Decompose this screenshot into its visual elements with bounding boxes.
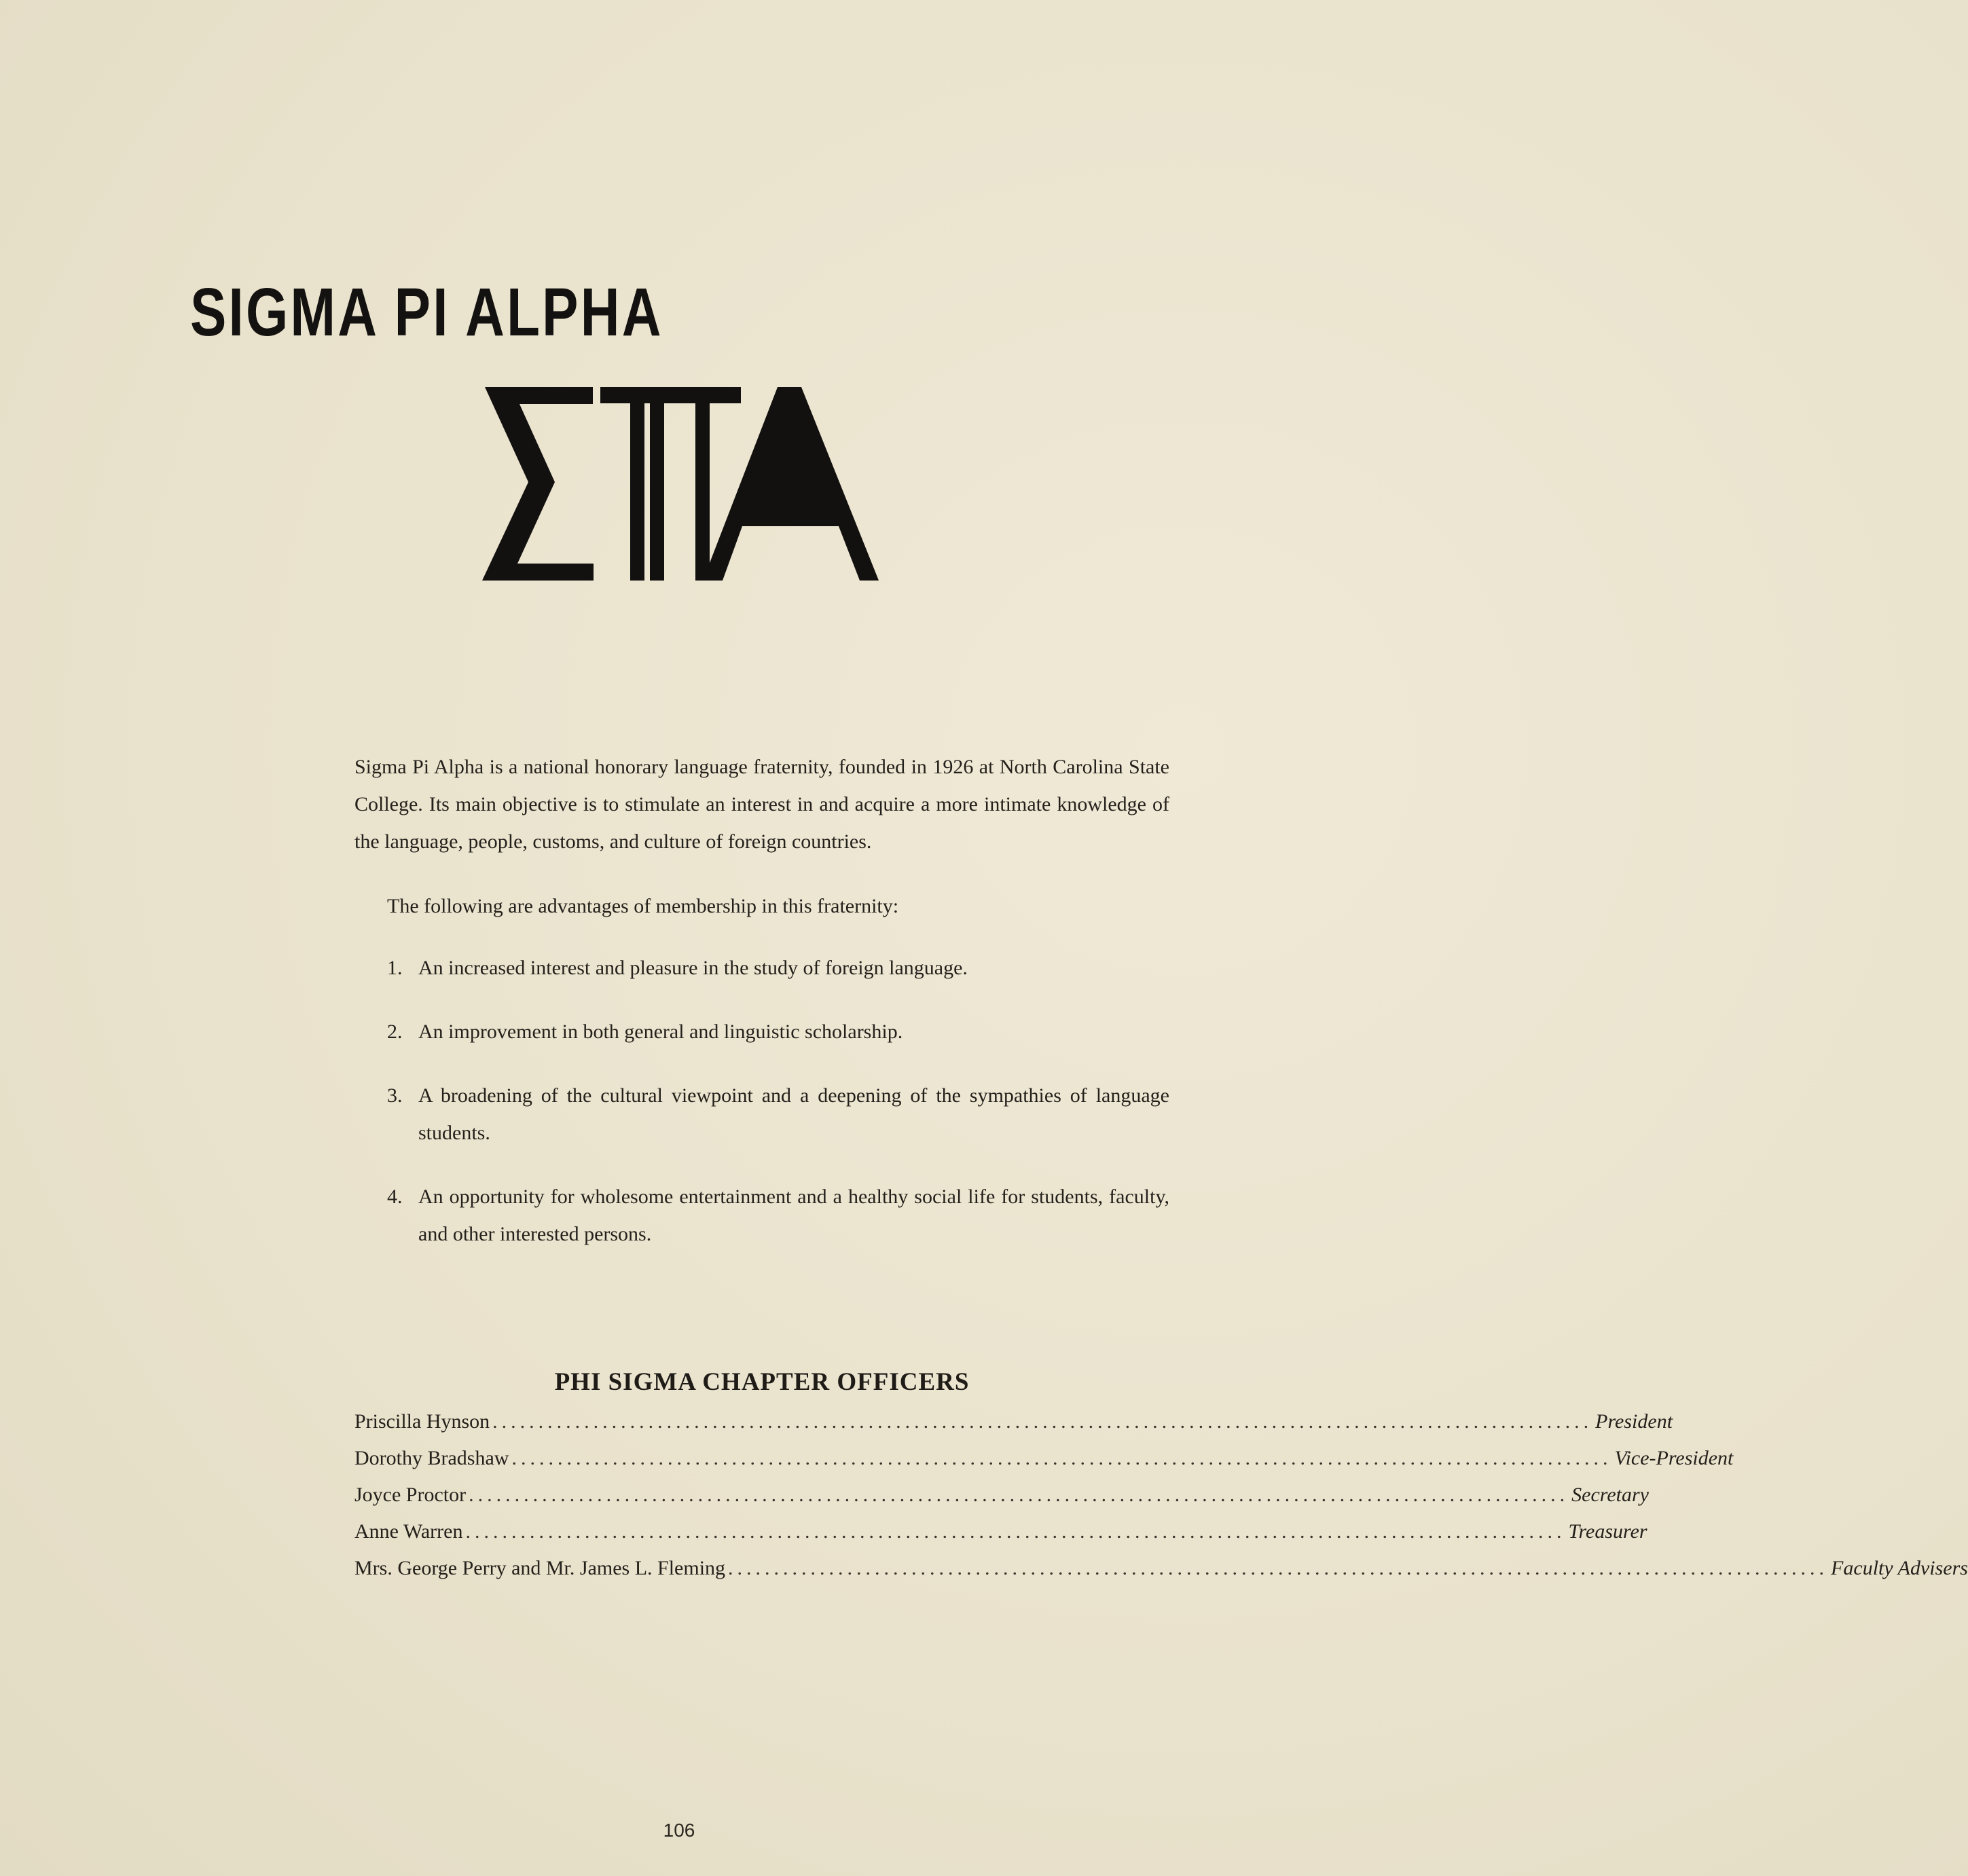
officer-row (354, 1513, 1647, 1550)
list-number: 1. (387, 957, 403, 979)
page-title: SIGMA PI ALPHA (190, 274, 663, 350)
sigma-letter (482, 387, 594, 581)
greek-letters-graphic (475, 380, 896, 591)
list-item (354, 1178, 1169, 1253)
dot-leader: ........................................................................................................................ (469, 1484, 1569, 1506)
officers-list (354, 1403, 1968, 1587)
list-number: 3. (387, 1084, 403, 1107)
officer-row (354, 1477, 1649, 1513)
officer-row (354, 1403, 1673, 1440)
list-text: An opportunity for wholesome entertainment and a healthy social life for students, faculty, and other interested persons. (418, 1185, 1169, 1245)
officer-role: Treasurer (1568, 1520, 1647, 1543)
list-number: 2. (387, 1020, 403, 1043)
list-item (354, 1013, 1169, 1050)
officer-name: Anne Warren (354, 1520, 463, 1543)
alpha-letter (703, 387, 879, 581)
dot-leader: ........................................................................................................................ (465, 1520, 1566, 1543)
officer-name: Mrs. George Perry and Mr. James L. Fleming (354, 1557, 726, 1579)
list-number: 4. (387, 1185, 403, 1208)
dot-leader: ........................................................................................................................ (511, 1447, 1612, 1469)
officer-role: Vice-President (1614, 1447, 1734, 1469)
list-item (354, 949, 1169, 987)
advantages-intro: The following are advantages of membership in this fraternity: (387, 895, 899, 917)
greek-letters-emblem (475, 380, 896, 591)
page-number: 106 (663, 1820, 695, 1841)
advantages-list (354, 949, 1169, 1279)
list-item (354, 1077, 1169, 1152)
officers-heading: PHI SIGMA CHAPTER OFFICERS (554, 1368, 970, 1396)
officer-name: Priscilla Hynson (354, 1410, 490, 1433)
officer-row (354, 1440, 1734, 1477)
dot-leader: ........................................................................................................................ (492, 1410, 1593, 1433)
list-text: A broadening of the cultural viewpoint and a deepening of the sympathies of language students. (418, 1084, 1169, 1144)
officer-row (354, 1550, 1968, 1587)
list-text: An improvement in both general and linguistic scholarship. (418, 1020, 903, 1043)
intro-paragraph: Sigma Pi Alpha is a national honorary language fraternity, founded in 1926 at North Carolina State College. Its main objective is to stimulate an interest in and acquire a more intimate knowledge of the language, people, customs, and culture of foreign countries. (354, 756, 1169, 853)
officer-name: Dorothy Bradshaw (354, 1447, 509, 1469)
officer-name: Joyce Proctor (354, 1484, 467, 1506)
dot-leader: ........................................................................................................................ (728, 1557, 1829, 1579)
list-text: An increased interest and pleasure in the study of foreign language. (418, 957, 968, 979)
officer-role: Faculty Advisers (1831, 1557, 1968, 1579)
officer-role: Secretary (1571, 1484, 1649, 1506)
officer-role: President (1595, 1410, 1673, 1433)
